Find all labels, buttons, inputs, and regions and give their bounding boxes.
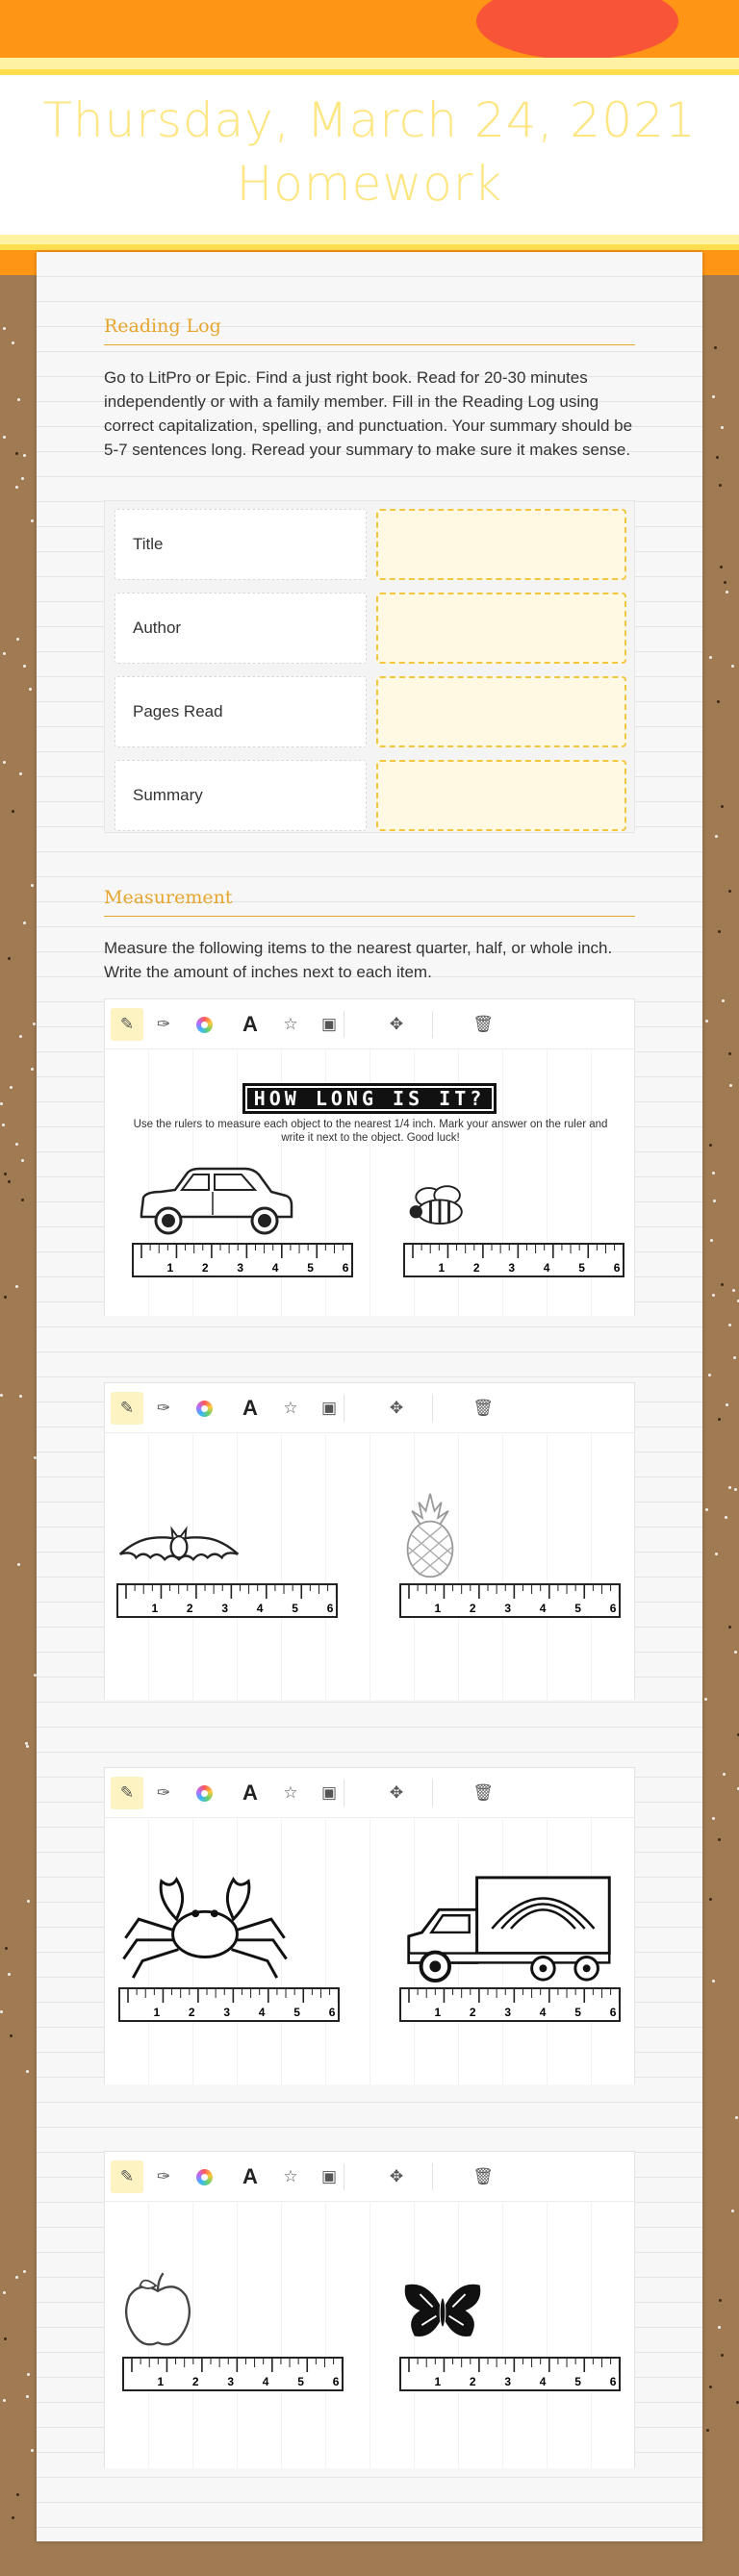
cork-dot	[16, 2493, 19, 2496]
cork-dot	[12, 810, 14, 813]
pencil-icon: ✎	[119, 1015, 135, 1033]
ruler-label: 1	[434, 1602, 442, 1615]
text-tool-button[interactable]	[234, 1777, 267, 1809]
cork-dot	[728, 1324, 731, 1326]
ruler	[132, 1243, 353, 1277]
cork-dot	[21, 1159, 24, 1162]
image-icon: ▣	[320, 1399, 338, 1417]
ruler-label: 2	[191, 2375, 199, 2388]
ruler	[399, 1987, 621, 2022]
cork-dot	[23, 922, 26, 924]
image-tool-button[interactable]	[313, 1777, 345, 1809]
worksheet-instructions: Use the rulers to measure each object to the nearest 1/4 inch. Mark your answer on the ruler and write it next to the object. Good luck!	[133, 1119, 608, 1144]
brush-icon: ✑	[156, 1015, 171, 1033]
brush-tool-button[interactable]	[147, 2160, 180, 2193]
image-tool-button[interactable]	[313, 2160, 345, 2193]
cork-dot	[15, 2276, 18, 2279]
log-label-author: Author	[115, 593, 367, 664]
cork-dot	[19, 1395, 22, 1398]
move-icon: ✥	[389, 2167, 404, 2185]
cork-dot	[715, 1553, 718, 1555]
ruler-label: 5	[578, 1261, 585, 1275]
cork-dot	[721, 1283, 724, 1286]
cork-dot	[3, 2399, 6, 2402]
drawing-canvas[interactable]	[105, 1819, 634, 2084]
cork-dot	[3, 436, 6, 439]
cork-dot	[3, 652, 6, 655]
ruler-label: 4	[256, 1602, 264, 1615]
ruler-scale	[401, 1585, 619, 1616]
text-tool-button[interactable]	[234, 1392, 267, 1425]
ruler-label: 5	[297, 2375, 304, 2388]
ruler-scale	[134, 1245, 351, 1275]
drawing-widget[interactable]	[104, 2151, 635, 2468]
ruler-label: 4	[271, 1261, 279, 1275]
butterfly-picture	[399, 2280, 486, 2343]
ruler-scale	[120, 1989, 338, 2020]
cork-dot	[5, 1947, 8, 1950]
cork-dot	[31, 2449, 34, 2452]
ruler-label: 1	[434, 2006, 442, 2019]
cork-dot	[33, 1023, 36, 1025]
trash-tool-button[interactable]	[467, 1392, 499, 1425]
ruler-label: 6	[609, 1602, 617, 1615]
ruler-label: 2	[472, 1261, 480, 1275]
cork-dot	[27, 2373, 30, 2376]
drawing-canvas[interactable]	[105, 2203, 634, 2468]
move-tool-button[interactable]	[380, 1777, 413, 1809]
cork-dot	[728, 1626, 731, 1629]
cork-dot	[26, 2070, 29, 2073]
pencil-tool-button[interactable]	[111, 1777, 143, 1809]
cork-dot	[17, 398, 20, 401]
cork-dot	[15, 1143, 18, 1146]
star-tool-button[interactable]	[274, 1777, 307, 1809]
bee-picture	[403, 1183, 476, 1231]
trash-icon: 🗑	[472, 1783, 494, 1802]
header-stripe	[0, 58, 739, 69]
cork-dot	[4, 2337, 7, 2340]
apple-picture	[122, 2270, 193, 2353]
star-icon: ☆	[283, 1783, 298, 1802]
ruler-label: 3	[227, 2375, 235, 2388]
text-icon: A	[242, 1012, 258, 1036]
cork-dot	[708, 1374, 711, 1376]
text-tool-button[interactable]	[234, 1008, 267, 1041]
measurement-heading: Measurement	[104, 887, 635, 917]
cork-dot	[731, 665, 734, 668]
cork-dot	[31, 1068, 34, 1071]
drawing-canvas[interactable]	[105, 1434, 634, 1700]
ruler-label: 2	[201, 1261, 209, 1275]
cork-dot	[17, 1563, 20, 1566]
star-tool-button[interactable]	[274, 1392, 307, 1425]
cork-dot	[712, 1817, 715, 1820]
cork-dot	[726, 1403, 728, 1406]
cork-dot	[713, 1200, 716, 1202]
image-icon: ▣	[320, 2167, 338, 2185]
ruler-label: 1	[153, 2006, 161, 2019]
cork-dot	[718, 1838, 721, 1841]
cork-dot	[718, 930, 721, 933]
color-wheel-icon	[196, 1017, 213, 1033]
pencil-icon: ✎	[119, 1399, 135, 1417]
ruler	[122, 2357, 344, 2391]
measurement-instructions: Measure the following items to the nearest quarter, half, or whole inch. Write the amount of inches next to each item.	[104, 939, 613, 981]
text-tool-button[interactable]	[234, 2160, 267, 2193]
trash-icon: 🗑	[472, 1015, 494, 1033]
move-icon: ✥	[389, 1399, 404, 1417]
cork-dot	[706, 2429, 709, 2432]
ruler-label: 3	[504, 2375, 512, 2388]
reading-log-table	[104, 500, 635, 833]
trash-icon: 🗑	[472, 2167, 494, 2185]
cork-dot	[734, 1651, 737, 1654]
ruler-label: 2	[469, 2375, 476, 2388]
ruler-label: 2	[469, 2006, 476, 2019]
cork-dot	[731, 2210, 734, 2212]
header-stripe	[0, 244, 739, 250]
drawing-widget[interactable]	[104, 1382, 635, 1700]
ruler-label: 5	[293, 2006, 300, 2019]
ruler-label: 4	[262, 2375, 269, 2388]
ruler	[399, 2357, 621, 2391]
move-icon: ✥	[389, 1015, 404, 1033]
log-input-pages-read[interactable]	[376, 676, 626, 747]
cork-dot	[732, 1289, 735, 1292]
ruler-label: 3	[508, 1261, 516, 1275]
text-icon: A	[242, 2164, 258, 2188]
ruler-label: 5	[307, 1261, 314, 1275]
cork-dot	[12, 341, 14, 344]
bat-picture	[116, 1526, 242, 1574]
trash-tool-button[interactable]	[467, 1008, 499, 1041]
cork-dot	[725, 1516, 727, 1519]
cork-dot	[720, 566, 723, 568]
ruler-scale	[401, 1989, 619, 2020]
cork-dot	[735, 2116, 738, 2119]
cork-dot	[716, 456, 719, 459]
crab-picture	[118, 1872, 292, 1985]
cork-dot	[4, 1296, 7, 1299]
text-icon: A	[242, 1396, 258, 1420]
cork-dot	[16, 638, 19, 641]
cork-dot	[709, 2386, 712, 2388]
page-title	[0, 88, 739, 215]
move-tool-button[interactable]	[380, 2160, 413, 2193]
trash-tool-button[interactable]	[467, 2160, 499, 2193]
cork-dot	[712, 1294, 715, 1297]
ruler-label: 1	[166, 1261, 174, 1275]
cork-dot	[724, 581, 726, 584]
log-input-author[interactable]	[376, 593, 626, 664]
ruler-label: 2	[188, 2006, 195, 2019]
cork-dot	[712, 1980, 715, 1983]
cork-dot	[29, 688, 32, 691]
drawing-widget[interactable]	[104, 1767, 635, 2084]
image-tool-button[interactable]	[313, 1392, 345, 1425]
drawing-toolbar	[105, 1383, 634, 1433]
ruler-label: 4	[543, 1261, 550, 1275]
log-input-title[interactable]	[376, 509, 626, 580]
cork-dot	[718, 1418, 721, 1421]
ruler	[399, 1583, 621, 1618]
cork-dot	[15, 452, 18, 455]
toolbar-separator	[432, 1780, 433, 1806]
ruler-scale	[124, 2359, 342, 2389]
ruler-label: 1	[151, 1602, 159, 1615]
cork-dot	[3, 2291, 6, 2294]
cork-dot	[0, 1102, 3, 1105]
color-wheel-tool-button[interactable]	[188, 2160, 220, 2193]
image-tool-button[interactable]	[313, 1008, 345, 1041]
page-title-line2: Homework	[236, 156, 503, 212]
brush-icon: ✑	[156, 2167, 171, 2185]
drawing-widget[interactable]	[104, 998, 635, 1316]
pineapple-picture	[399, 1492, 461, 1578]
move-tool-button[interactable]	[380, 1392, 413, 1425]
cork-dot	[705, 1020, 708, 1023]
brush-icon: ✑	[156, 1783, 171, 1802]
ruler-label: 5	[574, 1602, 581, 1615]
ruler-label: 3	[221, 1602, 229, 1615]
log-input-summary[interactable]	[376, 760, 626, 831]
cork-dot	[736, 2401, 739, 2404]
pencil-tool-button[interactable]	[111, 1008, 143, 1041]
cork-dot	[15, 1285, 18, 1288]
cork-dot	[21, 477, 24, 480]
cork-dot	[0, 1394, 3, 1397]
ruler-scale	[401, 2359, 619, 2389]
toolbar-separator	[432, 1011, 433, 1038]
log-label-title: Title	[115, 509, 367, 580]
star-icon: ☆	[283, 2167, 298, 2185]
cork-dot	[728, 1486, 731, 1489]
star-icon: ☆	[283, 1015, 298, 1033]
reading-log-heading: Reading Log	[104, 316, 635, 345]
car-picture	[132, 1161, 295, 1238]
move-icon: ✥	[389, 1783, 404, 1802]
cork-dot	[2, 1124, 5, 1126]
ruler-label: 1	[157, 2375, 165, 2388]
ruler-label: 3	[504, 2006, 512, 2019]
star-tool-button[interactable]	[274, 2160, 307, 2193]
star-tool-button[interactable]	[274, 1008, 307, 1041]
cork-dot	[710, 1239, 713, 1242]
ruler-label: 1	[438, 1261, 446, 1275]
cork-dot	[27, 1900, 30, 1903]
cork-dot	[10, 1086, 13, 1089]
cork-dot	[719, 484, 722, 487]
ruler-label: 4	[539, 2006, 547, 2019]
cork-dot	[15, 486, 18, 489]
ruler-label: 6	[609, 2006, 617, 2019]
worksheet-title: HOW LONG IS IT?	[242, 1083, 497, 1114]
log-label-pages-read: Pages Read	[115, 676, 367, 747]
ruler-label: 6	[342, 1261, 349, 1275]
cork-dot	[8, 957, 11, 960]
pencil-tool-button[interactable]	[111, 2160, 143, 2193]
star-icon: ☆	[283, 1399, 298, 1417]
ruler-label: 5	[574, 2006, 581, 2019]
image-icon: ▣	[320, 1783, 338, 1802]
ruler-label: 2	[186, 1602, 193, 1615]
cork-dot	[718, 2326, 721, 2329]
truck-picture	[399, 1872, 621, 1985]
cork-dot	[21, 1199, 24, 1201]
cork-dot	[26, 2395, 29, 2398]
drawing-canvas[interactable]	[105, 1050, 634, 1316]
ruler-label: 3	[223, 2006, 231, 2019]
cork-dot	[3, 761, 6, 764]
ruler-scale	[405, 1245, 623, 1275]
cork-dot	[715, 835, 718, 838]
cork-dot	[734, 1488, 737, 1491]
drawing-toolbar	[105, 999, 634, 1049]
ruler-label: 5	[574, 2375, 581, 2388]
cork-dot	[23, 665, 26, 668]
pencil-icon: ✎	[119, 1783, 135, 1802]
cork-dot	[12, 2516, 14, 2519]
cork-dot	[19, 1035, 22, 1038]
cork-dot	[733, 1356, 736, 1359]
ruler-label: 4	[539, 1602, 547, 1615]
cork-dot	[714, 346, 717, 349]
ruler-label: 4	[539, 2375, 547, 2388]
brush-icon: ✑	[156, 1399, 171, 1417]
ruler	[118, 1987, 340, 2022]
toolbar-separator	[432, 2163, 433, 2190]
cork-dot	[31, 884, 34, 887]
ruler-label: 6	[328, 2006, 336, 2019]
brush-tool-button[interactable]	[147, 1008, 180, 1041]
cork-dot	[23, 2270, 26, 2273]
cork-dot	[721, 805, 724, 808]
cork-dot	[23, 454, 26, 457]
cork-dot	[728, 1052, 731, 1055]
cork-dot	[709, 656, 712, 659]
image-icon: ▣	[320, 1015, 338, 1033]
log-label-summary: Summary	[115, 760, 367, 831]
cork-dot	[19, 772, 22, 775]
color-wheel-icon	[196, 1401, 213, 1417]
cork-dot	[712, 1172, 715, 1174]
color-wheel-tool-button[interactable]	[188, 1777, 220, 1809]
trash-tool-button[interactable]	[467, 1777, 499, 1809]
ruler-label: 4	[258, 2006, 266, 2019]
cork-dot	[717, 700, 720, 703]
ruler-label: 6	[332, 2375, 340, 2388]
brush-tool-button[interactable]	[147, 1777, 180, 1809]
reading-log-instructions: Go to LitPro or Epic. Find a just right book. Read for 20-30 minutes independently or with a family member. Fill in the Reading Log using correct capitalization, spelling, and punctuation. Your summary should be 5-7 sentences long. Reread your summary to make sure it makes sense.	[104, 368, 633, 459]
cork-dot	[712, 395, 715, 398]
header-stripe	[0, 235, 739, 244]
cork-dot	[721, 2354, 724, 2357]
cork-dot	[722, 999, 725, 1002]
cork-dot	[726, 591, 728, 593]
color-wheel-icon	[196, 2169, 213, 2185]
trash-icon: 🗑	[472, 1399, 494, 1417]
ruler-label: 6	[609, 2375, 617, 2388]
cork-dot	[31, 519, 34, 522]
pencil-icon: ✎	[119, 2167, 135, 2185]
toolbar-separator	[432, 1395, 433, 1422]
cork-dot	[721, 426, 724, 429]
cork-dot	[719, 2299, 722, 2302]
ruler-label: 1	[434, 2375, 442, 2388]
ruler	[403, 1243, 624, 1277]
cork-dot	[8, 1973, 11, 1976]
cork-dot	[705, 1508, 708, 1511]
ruler-label: 3	[237, 1261, 244, 1275]
ruler	[116, 1583, 338, 1618]
cork-dot	[0, 2010, 3, 2013]
ruler-label: 3	[504, 1602, 512, 1615]
ruler-label: 2	[469, 1602, 476, 1615]
cork-dot	[8, 1180, 11, 1183]
cork-dot	[10, 2034, 13, 2037]
page-title-line1: Thursday, March 24, 2021	[42, 92, 697, 148]
cork-dot	[728, 890, 731, 893]
cork-dot	[709, 1144, 712, 1147]
worksheet-title-wrap	[105, 1083, 634, 1114]
cork-dot	[709, 1898, 712, 1901]
drawing-toolbar	[105, 2152, 634, 2202]
cork-dot	[729, 1084, 732, 1087]
text-icon: A	[242, 1780, 258, 1805]
cork-dot	[723, 1773, 726, 1776]
color-wheel-icon	[196, 1785, 213, 1802]
move-tool-button[interactable]	[380, 1008, 413, 1041]
color-wheel-tool-button[interactable]	[188, 1008, 220, 1041]
drawing-toolbar	[105, 1768, 634, 1818]
pencil-tool-button[interactable]	[111, 1392, 143, 1425]
ruler-label: 6	[326, 1602, 334, 1615]
cork-dot	[26, 1745, 29, 1748]
brush-tool-button[interactable]	[147, 1392, 180, 1425]
ruler-label: 5	[292, 1602, 298, 1615]
cork-dot	[704, 1698, 707, 1701]
ruler-scale	[118, 1585, 336, 1616]
cork-dot	[3, 327, 6, 330]
ruler-label: 6	[613, 1261, 621, 1275]
color-wheel-tool-button[interactable]	[188, 1392, 220, 1425]
cork-dot	[4, 1173, 7, 1175]
